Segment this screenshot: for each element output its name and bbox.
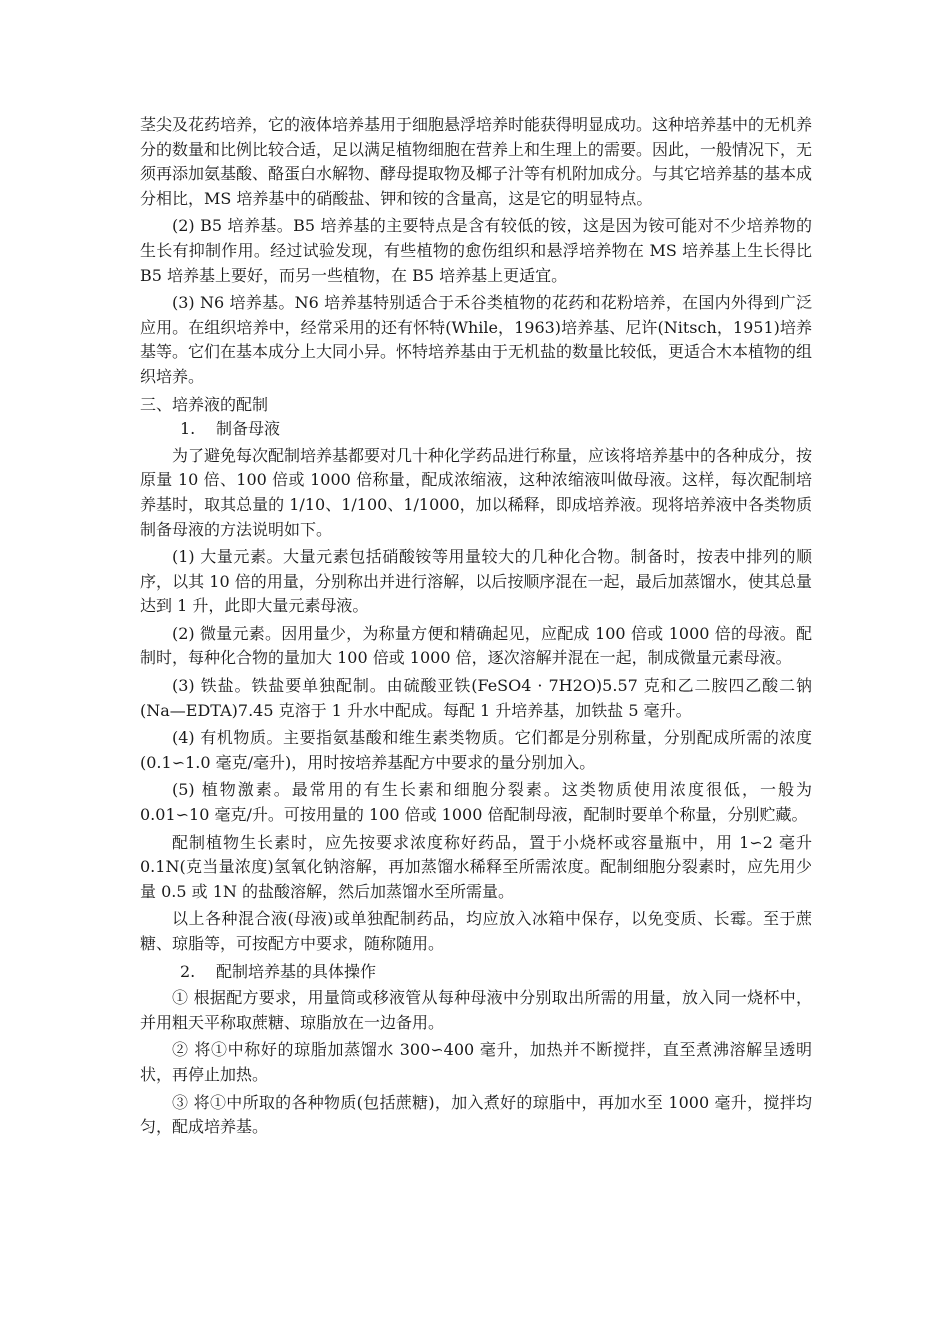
paragraph-iron-salt: (3) 铁盐。铁盐要单独配制。由硫酸亚铁(FeSO4 · 7H2O)5.57 克和乙二胺四乙酸二钠(Na—EDTA)7.45 克溶于 1 升水中配成。每配 1 升培养基，加铁盐 5 毫升。 xyxy=(140,676,812,720)
paragraph-plant-hormones: (5) 植物激素。最常用的有生长素和细胞分裂素。这类物质使用浓度很低，一般为 0.01∽10 毫克/升。可按用量的 100 倍或 1000 倍配制母液，配制时要单个称量，分别贮藏。 xyxy=(140,780,812,825)
subheading-medium-operation xyxy=(140,960,812,985)
paragraph-stock-intro: 为了避免每次配制培养基都要对几十种化学药品进行称量，应该将培养基中的各种成分，按原量 10 倍、100 倍或 1000 倍称量，配成浓缩液，这种浓缩液叫做母液。这样，每次配制培养基时，取其总量的 1/10、1/100、1/1000，加以稀释，即成培养液。现将培养液中各类物质制备母液的方法说明如下。 xyxy=(140,445,813,539)
paragraph-auxin-preparation: 配制植物生长素时，应先按要求浓度称好药品，置于小烧杯或容量瓶中，用 1∽2 毫升 0.1N(克当量浓度)氢氧化钠溶解，再加蒸馏水稀释至所需浓度。配制细胞分裂素时，应先用少量 0.5 或 1N 的盐酸溶解，然后加蒸馏水至所需量。 xyxy=(140,832,812,901)
paragraph-macro-elements: (1) 大量元素。大量元素包括硝酸铵等用量较大的几种化合物。制备时，按表中排列的顺序，以其 10 倍的用量，分别称出并进行溶解，以后按顺序混在一起，最后加蒸馏水，使其总量达到 1 升，此即大量元素母液。 xyxy=(140,547,812,616)
paragraph-b5-medium: (2) B5 培养基。B5 培养基的主要特点是含有较低的铵，这是因为铵可能对不少培养物的生长有抑制作用。经过试验发现，有些植物的愈伤组织和悬浮培养物在 MS 培养基上生长得比 B5 培养基上要好，而另一些植物，在 B5 培养基上更适宜。 xyxy=(140,216,812,285)
document-page xyxy=(140,113,812,1143)
paragraph-organic-matter: (4) 有机物质。主要指氨基酸和维生素类物质。它们都是分别称量，分别配成所需的浓度(0.1∽1.0 毫克/毫升)，用时按培养基配方中要求的量分别加入。 xyxy=(140,728,812,772)
paragraph-step-2: ② 将①中称好的琼脂加蒸馏水 300∽400 毫升，加热并不断搅拌，直至煮沸溶解呈透明状，再停止加热。 xyxy=(140,1040,812,1084)
paragraph-step-1: ① 根据配方要求，用量筒或移液管从每种母液中分别取出所需的用量，放入同一烧杯中，并用粗天平称取蔗糖、琼脂放在一边备用。 xyxy=(140,988,812,1032)
paragraph-ms-medium-continued: 茎尖及花药培养，它的液体培养基用于细胞悬浮培养时能获得明显成功。这种培养基中的无机养分的数量和比例比较合适，足以满足植物细胞在营养上和生理上的需要。因此，一般情况下，无须再添加氨基酸、酪蛋白水解物、酵母提取物及椰子汁等有机附加成分。与其它培养基的基本成分相比，MS 培养基中的硝酸盐、钾和铵的含量高，这是它的明显特点。 xyxy=(140,115,813,208)
subheading-number: 2. xyxy=(180,961,196,981)
paragraph-micro-elements: (2) 微量元素。因用量少，为称量方便和精确起见，应配成 100 倍或 1000 倍的母液。配制时，每种化合物的量加大 100 倍或 1000 倍，逐次溶解并混在一起，制成微量元素母液。 xyxy=(140,623,812,668)
subheading-text: 配制培养基的具体操作 xyxy=(216,961,377,981)
paragraph-step-3: ③ 将①中所取的各种物质(包括蔗糖)，加入煮好的琼脂中，再加水至 1000 毫升，搅拌均匀，配成培养基。 xyxy=(140,1092,812,1137)
subheading-text: 制备母液 xyxy=(216,419,281,439)
paragraph-n6-medium: (3) N6 培养基。N6 培养基特别适合于禾谷类植物的花药和花粉培养，在国内外得到广泛应用。在组织培养中，经常采用的还有怀特(While，1963)培养基、尼许(Nitsch，1951)培养基等。它们在基本成分上大同小异。怀特培养基由于无机盐的数量比较低，更适合木本植物的组织培养。 xyxy=(140,293,813,386)
subheading-number: 1. xyxy=(180,419,196,439)
paragraph-storage: 以上各种混合液(母液)或单独配制药品，均应放入冰箱中保存，以免变质、长霉。至于蔗糖、琼脂等，可按配方中要求，随称随用。 xyxy=(140,909,812,953)
section-heading-medium-preparation: 三、培养液的配制 xyxy=(140,394,269,414)
subheading-prepare-stock xyxy=(140,417,812,442)
